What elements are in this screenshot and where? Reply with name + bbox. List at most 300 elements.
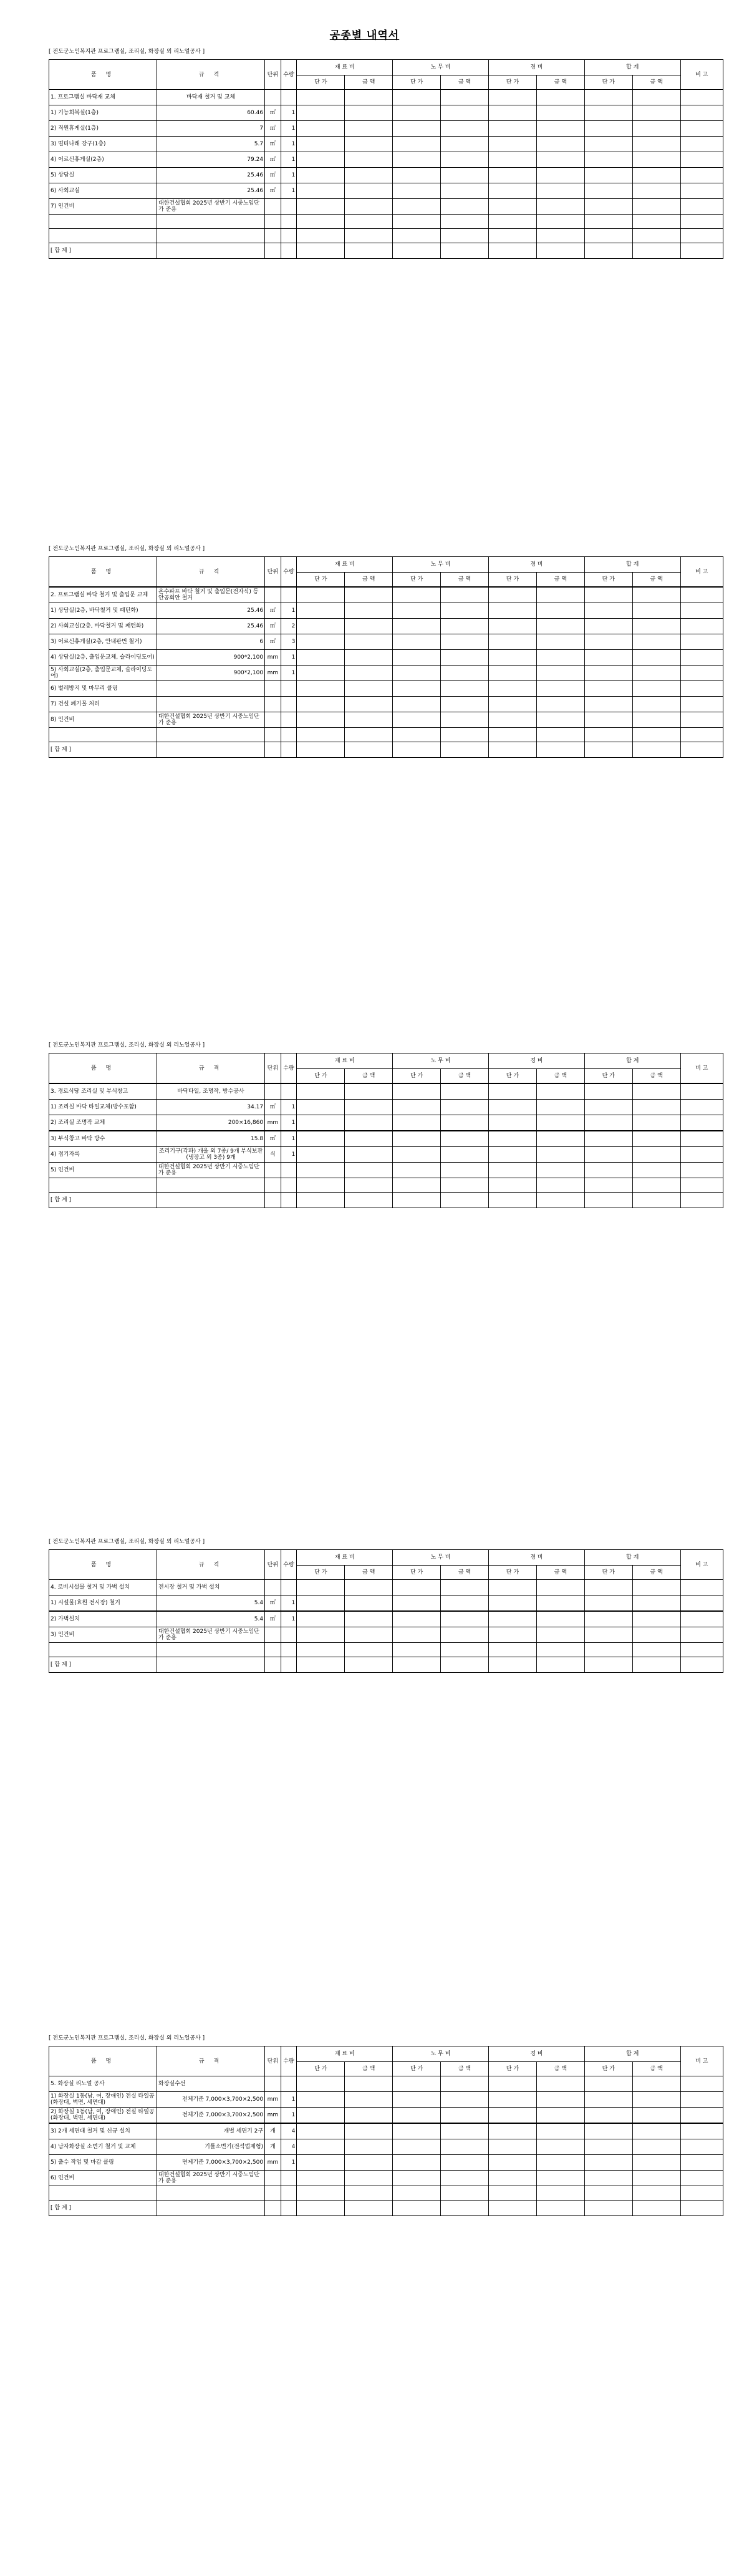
empty-cell <box>584 168 632 183</box>
empty-cell <box>584 229 632 243</box>
empty-cell <box>393 1595 441 1612</box>
empty-cell <box>632 1083 680 1100</box>
table-row <box>49 2171 723 2186</box>
total-label: [ 합 계 ] <box>49 1657 157 1673</box>
empty-cell <box>680 2155 723 2171</box>
empty-cell <box>584 1627 632 1643</box>
empty-cell <box>297 137 345 152</box>
empty-cell <box>488 243 536 259</box>
header-group: 노 무 비 <box>393 1053 489 1069</box>
empty-cell <box>680 168 723 183</box>
empty-cell <box>632 105 680 121</box>
empty-cell <box>345 1147 393 1163</box>
item-name: 6) 사회교실 <box>49 183 157 199</box>
empty-cell <box>345 1083 393 1100</box>
header-name: 품 명 <box>49 1550 157 1580</box>
section-subtitle: [ 전도군노인복지관 프로그램실, 조리실, 화장실 외 리노얼공사 ] <box>49 1042 205 1048</box>
empty-cell <box>536 697 584 712</box>
empty-cell <box>393 1147 441 1163</box>
item-name: 2) 가벽설치 <box>49 1611 157 1627</box>
empty-cell <box>441 243 489 259</box>
item-name: 7) 건설 폐기물 처리 <box>49 697 157 712</box>
header-amount: 금 액 <box>441 1566 489 1580</box>
empty-cell <box>584 1611 632 1627</box>
empty-cell <box>488 1627 536 1643</box>
item-spec: 900*2,100 <box>157 650 265 666</box>
empty-cell <box>488 2092 536 2108</box>
empty-cell <box>393 2186 441 2201</box>
empty-cell <box>488 2123 536 2139</box>
empty-cell <box>393 650 441 666</box>
empty-cell <box>297 2123 345 2139</box>
empty-cell <box>584 2108 632 2124</box>
item-qty <box>281 90 297 105</box>
item-unit: mm <box>265 2092 281 2108</box>
empty-cell <box>584 2155 632 2171</box>
empty-cell <box>297 215 345 229</box>
table-row <box>49 1595 723 1612</box>
item-spec: 5.7 <box>157 137 265 152</box>
empty-cell <box>441 728 489 742</box>
empty-cell <box>345 2123 393 2139</box>
empty-cell <box>297 2139 345 2155</box>
empty-cell <box>680 215 723 229</box>
header-price: 단 가 <box>488 2062 536 2076</box>
header-unit: 단위 <box>265 1550 281 1580</box>
empty-cell <box>632 2076 680 2092</box>
empty-cell <box>680 1580 723 1595</box>
item-qty: 1 <box>281 183 297 199</box>
empty-cell <box>536 1083 584 1100</box>
empty-cell <box>488 1115 536 1131</box>
empty-cell <box>345 1657 393 1673</box>
empty-cell <box>297 1178 345 1193</box>
empty-cell <box>297 2076 345 2092</box>
empty-cell <box>488 2171 536 2186</box>
item-name: 3) 멀티나래 강구(1층) <box>49 137 157 152</box>
empty-cell <box>680 712 723 728</box>
header-amount: 금 액 <box>536 573 584 588</box>
empty-cell <box>265 728 281 742</box>
empty-cell <box>393 619 441 634</box>
empty-cell <box>584 2171 632 2186</box>
item-name: 1) 시설물(효원 전시장) 철거 <box>49 1595 157 1612</box>
header-spec: 규 격 <box>157 2046 265 2076</box>
empty-cell <box>49 1643 157 1657</box>
empty-cell <box>345 2201 393 2216</box>
empty-cell <box>441 2092 489 2108</box>
empty-cell <box>345 2171 393 2186</box>
empty-cell <box>297 1131 345 1147</box>
table-row <box>49 2139 723 2155</box>
empty-cell <box>584 619 632 634</box>
empty-cell <box>488 152 536 168</box>
empty-cell <box>345 1627 393 1643</box>
header-note: 비 고 <box>680 60 723 90</box>
empty-cell <box>297 2108 345 2124</box>
empty-cell <box>584 1131 632 1147</box>
header-group: 노 무 비 <box>393 1550 489 1566</box>
empty-cell <box>632 137 680 152</box>
blank-row <box>49 1178 723 1193</box>
item-name: 5) 출수 작업 및 마감 클링 <box>49 2155 157 2171</box>
empty-cell <box>632 728 680 742</box>
empty-cell <box>393 2123 441 2139</box>
empty-cell <box>157 728 265 742</box>
header-amount: 금 액 <box>632 2062 680 2076</box>
empty-cell <box>680 1611 723 1627</box>
table-row <box>49 681 723 697</box>
empty-cell <box>441 1131 489 1147</box>
item-qty: 1 <box>281 650 297 666</box>
empty-cell <box>632 2092 680 2108</box>
empty-cell <box>680 1193 723 1208</box>
item-unit <box>265 681 281 697</box>
empty-cell <box>281 2186 297 2201</box>
empty-cell <box>265 1178 281 1193</box>
empty-cell <box>584 2123 632 2139</box>
empty-cell <box>297 712 345 728</box>
empty-cell <box>441 137 489 152</box>
empty-cell <box>281 243 297 259</box>
empty-cell <box>265 2186 281 2201</box>
empty-cell <box>157 1193 265 1208</box>
empty-cell <box>488 697 536 712</box>
header-price: 단 가 <box>584 573 632 588</box>
item-spec: 5.4 <box>157 1595 265 1612</box>
empty-cell <box>632 1657 680 1673</box>
header-group: 경 비 <box>488 557 584 573</box>
empty-cell <box>265 229 281 243</box>
empty-cell <box>536 2092 584 2108</box>
empty-cell <box>393 1643 441 1657</box>
header-amount: 금 액 <box>345 1566 393 1580</box>
item-unit <box>265 2171 281 2186</box>
item-unit: ㎡ <box>265 121 281 137</box>
empty-cell <box>345 168 393 183</box>
header-name: 품 명 <box>49 2046 157 2076</box>
empty-cell <box>536 712 584 728</box>
empty-cell <box>345 1595 393 1612</box>
item-spec <box>157 697 265 712</box>
empty-cell <box>584 2076 632 2092</box>
header-amount: 금 액 <box>345 2062 393 2076</box>
empty-cell <box>584 90 632 105</box>
empty-cell <box>345 712 393 728</box>
empty-cell <box>393 742 441 758</box>
empty-cell <box>536 1115 584 1131</box>
item-spec: 25.46 <box>157 183 265 199</box>
empty-cell <box>680 697 723 712</box>
empty-cell <box>536 681 584 697</box>
item-qty: 1 <box>281 1131 297 1147</box>
item-spec: 25.46 <box>157 603 265 619</box>
item-unit: ㎡ <box>265 1100 281 1115</box>
empty-cell <box>49 1178 157 1193</box>
empty-cell <box>345 121 393 137</box>
empty-cell <box>345 1611 393 1627</box>
item-spec: 전시장 철거 및 가벽 설치 <box>157 1580 265 1595</box>
empty-cell <box>441 1193 489 1208</box>
total-row <box>49 1193 723 1208</box>
empty-cell <box>393 1083 441 1100</box>
section-subtitle: [ 전도군노인복지관 프로그램실, 조리실, 화장실 외 리노얼공사 ] <box>49 49 205 55</box>
item-name: 6) 벌레방지 및 마무리 클링 <box>49 681 157 697</box>
header-group: 경 비 <box>488 1550 584 1566</box>
item-name: 5) 사회교실(2층, 출입문교체, 슬라이딩도어) <box>49 666 157 681</box>
item-name: 1) 기능회복실(1층) <box>49 105 157 121</box>
item-unit <box>265 712 281 728</box>
blank-row <box>49 215 723 229</box>
header-note: 비 고 <box>680 2046 723 2076</box>
empty-cell <box>488 168 536 183</box>
table-row <box>49 168 723 183</box>
empty-cell <box>680 2076 723 2092</box>
empty-cell <box>297 1611 345 1627</box>
empty-cell <box>393 199 441 215</box>
empty-cell <box>393 2076 441 2092</box>
item-spec: 6 <box>157 634 265 650</box>
empty-cell <box>632 1193 680 1208</box>
empty-cell <box>441 681 489 697</box>
empty-cell <box>632 681 680 697</box>
total-row <box>49 2201 723 2216</box>
empty-cell <box>584 215 632 229</box>
item-name: 3. 경로식당 조리실 및 부식창고 <box>49 1083 157 1100</box>
empty-cell <box>680 2186 723 2201</box>
empty-cell <box>157 1643 265 1657</box>
empty-cell <box>536 121 584 137</box>
empty-cell <box>297 2092 345 2108</box>
empty-cell <box>536 650 584 666</box>
table-row <box>49 2123 723 2139</box>
empty-cell <box>488 587 536 603</box>
empty-cell <box>632 2139 680 2155</box>
empty-cell <box>488 105 536 121</box>
empty-cell <box>536 2139 584 2155</box>
header-price: 단 가 <box>297 573 345 588</box>
table-row <box>49 105 723 121</box>
empty-cell <box>297 728 345 742</box>
empty-cell <box>49 229 157 243</box>
item-name: 1) 조리실 바닥 타일교체(방수포함) <box>49 1100 157 1115</box>
empty-cell <box>632 1611 680 1627</box>
empty-cell <box>488 2201 536 2216</box>
table-row <box>49 603 723 619</box>
empty-cell <box>281 1643 297 1657</box>
empty-cell <box>49 728 157 742</box>
empty-cell <box>488 2186 536 2201</box>
item-name: 4. 로비시설물 철거 및 가벽 설치 <box>49 1580 157 1595</box>
empty-cell <box>680 681 723 697</box>
empty-cell <box>393 168 441 183</box>
header-price: 단 가 <box>297 2062 345 2076</box>
empty-cell <box>632 215 680 229</box>
item-spec: 대한건설협회 2025년 상반기 시중노임단가 준용 <box>157 712 265 728</box>
item-unit <box>265 199 281 215</box>
empty-cell <box>345 603 393 619</box>
table-row <box>49 1611 723 1627</box>
header-name: 품 명 <box>49 1053 157 1084</box>
empty-cell <box>393 2201 441 2216</box>
item-spec: 조리기구(각파) 개울 외 7종/ 9개 부식보관(냉장고 외 3종) 9개 <box>157 1147 265 1163</box>
empty-cell <box>680 2171 723 2186</box>
empty-cell <box>441 168 489 183</box>
section-1 <box>49 47 723 259</box>
empty-cell <box>157 243 265 259</box>
empty-cell <box>345 1643 393 1657</box>
empty-cell <box>297 2201 345 2216</box>
empty-cell <box>584 712 632 728</box>
empty-cell <box>393 215 441 229</box>
empty-cell <box>680 1131 723 1147</box>
empty-cell <box>632 697 680 712</box>
empty-cell <box>345 137 393 152</box>
empty-cell <box>680 2139 723 2155</box>
item-unit: ㎡ <box>265 1611 281 1627</box>
empty-cell <box>536 2155 584 2171</box>
empty-cell <box>297 666 345 681</box>
empty-cell <box>536 587 584 603</box>
item-qty <box>281 199 297 215</box>
item-qty: 2 <box>281 619 297 634</box>
empty-cell <box>345 681 393 697</box>
empty-cell <box>536 1643 584 1657</box>
empty-cell <box>281 215 297 229</box>
header-group: 노 무 비 <box>393 2046 489 2062</box>
item-name: 2) 사회교실(2층, 바닥철거 및 패턴화) <box>49 619 157 634</box>
empty-cell <box>297 634 345 650</box>
empty-cell <box>393 121 441 137</box>
empty-cell <box>488 229 536 243</box>
empty-cell <box>441 634 489 650</box>
empty-cell <box>441 1083 489 1100</box>
total-label: [ 합 계 ] <box>49 2201 157 2216</box>
section-4 <box>49 1537 723 1673</box>
table-row <box>49 1147 723 1163</box>
empty-cell <box>297 697 345 712</box>
item-qty: 1 <box>281 2092 297 2108</box>
empty-cell <box>297 152 345 168</box>
empty-cell <box>584 199 632 215</box>
header-amount: 금 액 <box>536 2062 584 2076</box>
item-qty: 4 <box>281 2123 297 2139</box>
empty-cell <box>441 2201 489 2216</box>
empty-cell <box>393 2092 441 2108</box>
item-spec: 대한건설협회 2025년 상반기 시중노임단가 준용 <box>157 2171 265 2186</box>
item-name: 8) 인건비 <box>49 712 157 728</box>
empty-cell <box>281 229 297 243</box>
item-name: 1) 화장실 1동(남, 여, 장애인) 전실 타일공(화장대, 벽면, 세면대) <box>49 2092 157 2108</box>
item-qty <box>281 712 297 728</box>
empty-cell <box>49 2186 157 2201</box>
empty-cell <box>536 742 584 758</box>
empty-cell <box>297 105 345 121</box>
header-amount: 금 액 <box>632 75 680 90</box>
blank-row <box>49 229 723 243</box>
table-row <box>49 90 723 105</box>
empty-cell <box>441 1595 489 1612</box>
empty-cell <box>441 2171 489 2186</box>
empty-cell <box>584 183 632 199</box>
empty-cell <box>393 1657 441 1673</box>
empty-cell <box>536 2123 584 2139</box>
empty-cell <box>393 1580 441 1595</box>
header-amount: 금 액 <box>536 75 584 90</box>
empty-cell <box>297 650 345 666</box>
empty-cell <box>441 697 489 712</box>
empty-cell <box>680 2108 723 2124</box>
empty-cell <box>536 168 584 183</box>
empty-cell <box>345 742 393 758</box>
item-qty: 3 <box>281 634 297 650</box>
item-unit: ㎡ <box>265 603 281 619</box>
empty-cell <box>584 666 632 681</box>
item-spec: 면제기준 7,000×3,700×2,500 <box>157 2155 265 2171</box>
table-row <box>49 634 723 650</box>
header-group: 경 비 <box>488 2046 584 2062</box>
empty-cell <box>441 152 489 168</box>
empty-cell <box>488 215 536 229</box>
empty-cell <box>441 2186 489 2201</box>
empty-cell <box>632 2171 680 2186</box>
item-unit: ㎡ <box>265 137 281 152</box>
empty-cell <box>393 1627 441 1643</box>
item-unit <box>265 587 281 603</box>
empty-cell <box>488 1595 536 1612</box>
item-qty: 1 <box>281 1115 297 1131</box>
section-2 <box>49 544 723 758</box>
empty-cell <box>345 619 393 634</box>
item-unit: ㎡ <box>265 183 281 199</box>
empty-cell <box>393 243 441 259</box>
section-subtitle: [ 전도군노인복지관 프로그램실, 조리실, 화장실 외 리노얼공사 ] <box>49 2035 205 2041</box>
total-label: [ 합 계 ] <box>49 742 157 758</box>
empty-cell <box>297 603 345 619</box>
header-amount: 금 액 <box>536 1069 584 1084</box>
header-amount: 금 액 <box>632 573 680 588</box>
empty-cell <box>632 152 680 168</box>
empty-cell <box>393 1100 441 1115</box>
empty-cell <box>297 742 345 758</box>
empty-cell <box>297 199 345 215</box>
header-unit: 단위 <box>265 557 281 588</box>
empty-cell <box>488 634 536 650</box>
empty-cell <box>680 728 723 742</box>
header-price: 단 가 <box>488 1069 536 1084</box>
cost-table <box>49 2046 723 2216</box>
item-unit <box>265 1627 281 1643</box>
empty-cell <box>680 121 723 137</box>
empty-cell <box>345 183 393 199</box>
empty-cell <box>584 728 632 742</box>
empty-cell <box>632 1627 680 1643</box>
empty-cell <box>680 587 723 603</box>
item-qty <box>281 2076 297 2092</box>
empty-cell <box>680 1595 723 1612</box>
empty-cell <box>536 2201 584 2216</box>
header-group: 재 료 비 <box>297 1550 393 1566</box>
header-group: 노 무 비 <box>393 60 489 75</box>
header-qty: 수량 <box>281 557 297 588</box>
empty-cell <box>536 619 584 634</box>
empty-cell <box>680 1643 723 1657</box>
header-amount: 금 액 <box>441 2062 489 2076</box>
empty-cell <box>584 243 632 259</box>
empty-cell <box>441 650 489 666</box>
empty-cell <box>441 587 489 603</box>
empty-cell <box>441 229 489 243</box>
